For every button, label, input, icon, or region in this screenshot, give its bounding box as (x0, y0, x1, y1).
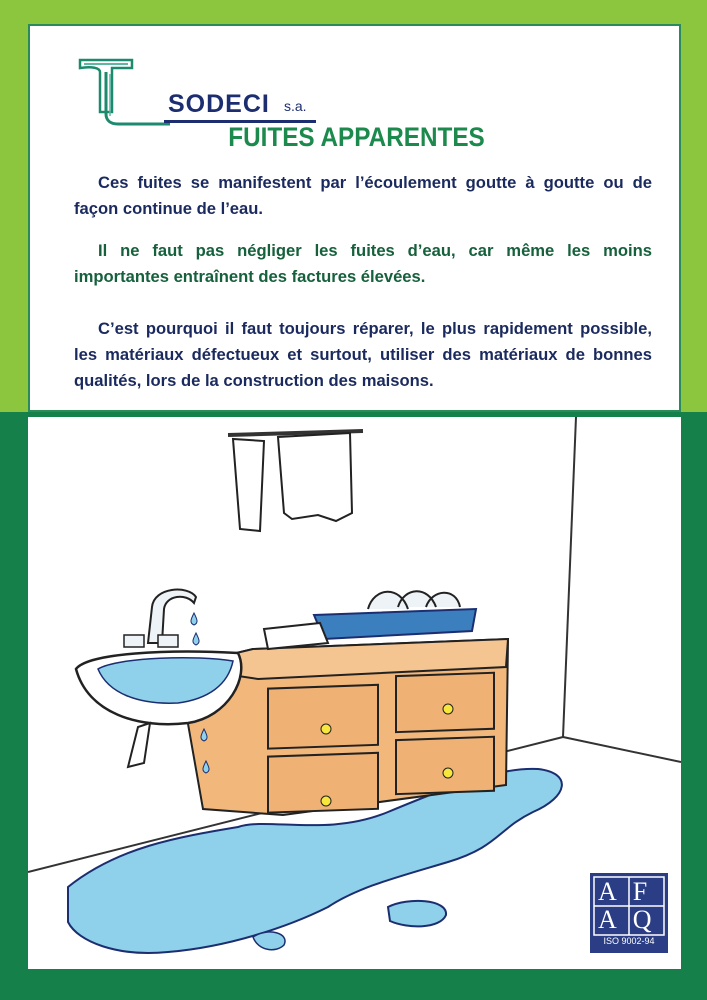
afaq-letters-top: AF (598, 877, 664, 906)
paragraph-2: Il ne faut pas négliger les fuites d’eau, car même les moins importantes entraînent des factures élevées. (74, 241, 652, 286)
page-title: FUITES APPARENTES (228, 122, 485, 152)
afaq-iso-label: ISO 9002-94 (603, 936, 655, 946)
afaq-letters-bottom: AQ (598, 905, 668, 934)
paragraph-3: C’est pourquoi il faut toujours réparer, le plus rapidement possible, les matériaux défectueux et surtout, utiliser des matériaux de bonnes qualités, lors de la construction des maisons. (74, 319, 652, 390)
leak-illustration (28, 417, 681, 969)
brand-suffix: s.a. (284, 98, 307, 114)
text-panel (28, 24, 681, 412)
bathroom-scene-icon (28, 417, 681, 969)
paragraph-1: Ces fuites se manifestent par l’écoulement goutte à goutte ou de façon continue de l’eau. (74, 173, 652, 218)
sodeci-logo (70, 42, 330, 132)
brand-name: SODECI (168, 90, 270, 118)
afaq-certification-badge (588, 871, 670, 955)
faucet-logo-icon (70, 42, 170, 132)
